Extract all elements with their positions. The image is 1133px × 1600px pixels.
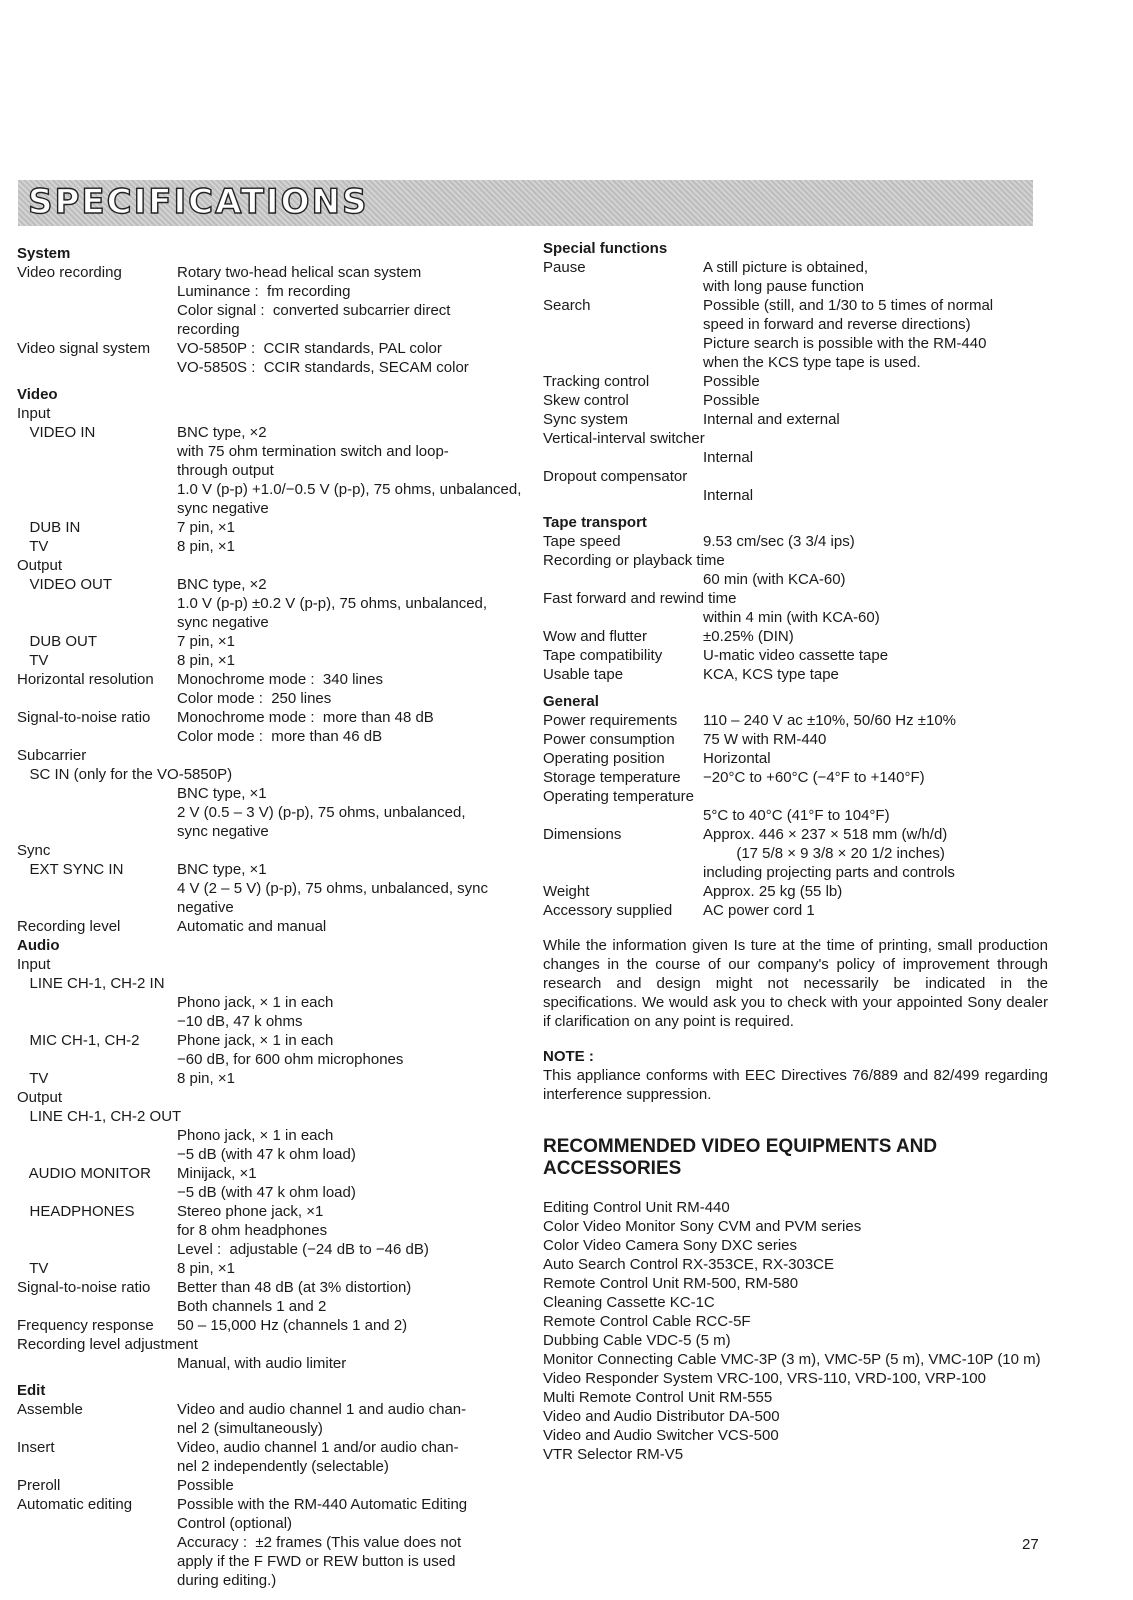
spec-label: Accessory supplied — [543, 902, 673, 919]
spec-value: Horizontal — [703, 750, 771, 767]
spec-label: VIDEO OUT — [17, 576, 113, 593]
spec-value: 75 W with RM-440 — [703, 731, 827, 748]
spec-label: Skew control — [543, 392, 629, 409]
spec-value: Internal — [703, 487, 754, 504]
spec-row — [17, 1354, 517, 1373]
spec-row — [543, 372, 1048, 391]
spec-label: Assemble — [17, 1401, 83, 1418]
spec-value: BNC type, ×1 — [177, 785, 267, 802]
spec-label: Video recording — [17, 264, 122, 281]
spec-value: Possible with the RM-440 Automatic Editing — [177, 1496, 468, 1513]
spec-value: 7 pin, ×1 — [177, 519, 235, 536]
spec-value: sync negative — [177, 500, 269, 517]
recommended-item: Color Video Monitor Sony CVM and PVM series — [543, 1218, 862, 1235]
spec-label: EXT SYNC IN — [17, 861, 124, 878]
right-spec-list — [543, 239, 1048, 920]
spec-row — [17, 632, 517, 651]
spec-row — [543, 532, 1048, 551]
left-spec-column — [17, 244, 522, 1590]
spec-row — [17, 1183, 517, 1202]
spec-value: Possible (still, and 1/30 to 5 times of normal — [703, 297, 994, 314]
spec-value: Possible — [177, 1477, 234, 1494]
recommended-item: Video and Audio Distributor DA-500 — [543, 1408, 780, 1425]
disclaimer-text: While the information given Is ture at the time of printing, small production changes in the course of our company's policy of improvement through research and design might not necessarily be indicated in the specifications. We would ask you to check with your appointed Sony dealer if clarification on any point is required. — [543, 937, 1048, 1030]
spec-row — [543, 825, 1048, 844]
spec-value: negative — [177, 899, 234, 916]
spec-value: 1.0 V (p-p) ±0.2 V (p-p), 75 ohms, unbalanced, — [177, 595, 488, 612]
spec-row — [17, 917, 517, 936]
spec-row — [17, 1050, 517, 1069]
spec-row — [17, 993, 517, 1012]
spec-row — [543, 901, 1048, 920]
spec-value: Video and audio channel 1 and audio chan- — [177, 1401, 467, 1418]
spec-label: MIC CH-1, CH-2 — [17, 1032, 140, 1049]
spec-row — [17, 358, 517, 377]
spec-row — [17, 537, 517, 556]
spec-row — [17, 765, 517, 784]
spec-label: Horizontal resolution — [17, 671, 154, 688]
recommended-item: Auto Search Control RX-353CE, RX-303CE — [543, 1256, 834, 1273]
recommended-item: Editing Control Unit RM-440 — [543, 1199, 730, 1216]
spec-label: HEADPHONES — [17, 1203, 135, 1220]
spec-row — [17, 594, 517, 613]
spec-value: Both channels 1 and 2 — [177, 1298, 327, 1315]
spec-row — [17, 1476, 517, 1495]
spec-row — [543, 589, 1048, 608]
spec-label: LINE CH-1, CH-2 OUT — [17, 1108, 182, 1125]
section-heading: Edit — [17, 1382, 46, 1399]
spec-label: TV — [17, 538, 49, 555]
spec-label: Operating position — [543, 750, 665, 767]
spec-row — [543, 665, 1048, 684]
spec-row — [17, 974, 517, 993]
spec-label: Power requirements — [543, 712, 678, 729]
spec-value: −20°C to +60°C (−4°F to +140°F) — [703, 769, 925, 786]
spec-row — [17, 651, 517, 670]
recommended-list — [543, 1198, 1048, 1464]
spec-value: Better than 48 dB (at 3% distortion) — [177, 1279, 412, 1296]
spec-value: with 75 ohm termination switch and loop- — [177, 443, 449, 460]
spec-label: Sync system — [543, 411, 629, 428]
spec-label: Recording level adjustment — [17, 1336, 198, 1353]
recommended-item: Video and Audio Switcher VCS-500 — [543, 1427, 779, 1444]
spec-row — [17, 339, 517, 358]
spec-label: Video signal system — [17, 340, 151, 357]
spec-row — [543, 258, 1048, 277]
spec-label: TV — [17, 1070, 49, 1087]
spec-row — [17, 1278, 517, 1297]
spec-row — [543, 410, 1048, 429]
spec-row — [17, 1552, 517, 1571]
spec-row — [543, 551, 1048, 570]
spec-row — [17, 480, 522, 499]
spec-label: Input — [17, 956, 51, 973]
page-title: SPECIFICATIONS — [28, 182, 369, 222]
spec-value: U-matic video cassette tape — [703, 647, 889, 664]
spec-row — [17, 670, 517, 689]
spec-label: Insert — [17, 1439, 55, 1456]
spec-value: VO-5850P : CCIR standards, PAL color — [177, 340, 442, 357]
spec-value: 5°C to 40°C (41°F to 104°F) — [703, 807, 890, 824]
spec-label: Dropout compensator — [543, 468, 688, 485]
spec-label: Automatic editing — [17, 1496, 133, 1513]
spec-value: −5 dB (with 47 k ohm load) — [177, 1184, 356, 1201]
spec-row — [543, 627, 1048, 646]
spec-row — [543, 730, 1048, 749]
recommended-item: Monitor Connecting Cable VMC-3P (3 m), VMC-5P (5 m), VMC-10P (10 m) — [543, 1351, 1041, 1368]
note-text: This appliance conforms with EEC Directives 76/889 and 82/499 regarding interference suppression. — [543, 1067, 1048, 1103]
spec-row — [17, 499, 517, 518]
recommended-item: Cleaning Cassette KC-1C — [543, 1294, 715, 1311]
spec-label: Preroll — [17, 1477, 61, 1494]
page-number: 27 — [1022, 1536, 1039, 1553]
spec-value: Picture search is possible with the RM-440 — [703, 335, 987, 352]
spec-value: 4 V (2 – 5 V) (p-p), 75 ohms, unbalanced, sync — [177, 880, 488, 897]
spec-row — [543, 486, 1048, 505]
section-heading: Special functions — [543, 240, 668, 257]
spec-row — [17, 301, 517, 320]
recommended-item: Color Video Camera Sony DXC series — [543, 1237, 797, 1254]
recommended-title: RECOMMENDED VIDEO EQUIPMENTS AND ACCESSORIES — [543, 1136, 938, 1179]
spec-row — [543, 844, 1048, 863]
spec-value: Phone jack, × 1 in each — [177, 1032, 334, 1049]
spec-row — [17, 1419, 517, 1438]
spec-row — [17, 1240, 517, 1259]
recommended-item: Video Responder System VRC-100, VRS-110, VRD-100, VRP-100 — [543, 1370, 986, 1387]
spec-value: nel 2 (simultaneously) — [177, 1420, 323, 1437]
spec-value: Stereo phone jack, ×1 — [177, 1203, 324, 1220]
spec-value: Approx. 446 × 237 × 518 mm (w/h/d) — [703, 826, 948, 843]
spec-row — [543, 429, 1048, 448]
spec-label: DUB IN — [17, 519, 81, 536]
spec-row — [543, 863, 1048, 882]
spec-row — [17, 404, 517, 423]
spec-value: −10 dB, 47 k ohms — [177, 1013, 303, 1030]
spec-label: TV — [17, 652, 49, 669]
spec-row — [17, 1571, 517, 1590]
spec-row — [17, 1164, 517, 1183]
spec-value: BNC type, ×1 — [177, 861, 267, 878]
spec-value: −60 dB, for 600 ohm microphones — [177, 1051, 404, 1068]
spec-row — [543, 448, 1048, 467]
spec-row — [17, 841, 517, 860]
recommended-item: Dubbing Cable VDC-5 (5 m) — [543, 1332, 731, 1349]
spec-row — [17, 442, 517, 461]
spec-value: including projecting parts and controls — [703, 864, 955, 881]
spec-value: Phono jack, × 1 in each — [177, 1127, 334, 1144]
spec-value: Internal and external — [703, 411, 840, 428]
spec-row — [17, 1145, 517, 1164]
spec-value: recording — [177, 321, 240, 338]
spec-row — [17, 1316, 517, 1335]
spec-label: Signal-to-noise ratio — [17, 709, 151, 726]
spec-row — [17, 1438, 517, 1457]
spec-value: 9.53 cm/sec (3 3/4 ips) — [703, 533, 855, 550]
spec-value: Luminance : fm recording — [177, 283, 351, 300]
section-heading: Audio — [17, 937, 60, 954]
spec-row — [17, 1457, 517, 1476]
spec-row — [17, 518, 517, 537]
spec-row — [543, 646, 1048, 665]
spec-value: sync negative — [177, 823, 269, 840]
spec-row — [17, 1126, 517, 1145]
spec-value: BNC type, ×2 — [177, 576, 267, 593]
spec-value: 8 pin, ×1 — [177, 652, 235, 669]
spec-row — [17, 263, 517, 282]
spec-label: Dimensions — [543, 826, 622, 843]
spec-row — [543, 711, 1048, 730]
spec-value: apply if the F FWD or REW button is used — [177, 1553, 456, 1570]
spec-value: ±0.25% (DIN) — [703, 628, 794, 645]
recommended-item: Remote Control Cable RCC-5F — [543, 1313, 751, 1330]
spec-row — [17, 556, 517, 575]
spec-row — [543, 353, 1048, 372]
spec-label: Tracking control — [543, 373, 650, 390]
spec-row — [543, 749, 1048, 768]
spec-row — [17, 1202, 517, 1221]
spec-value: AC power cord 1 — [703, 902, 815, 919]
spec-value: Rotary two-head helical scan system — [177, 264, 422, 281]
spec-row — [17, 613, 517, 632]
spec-label: Storage temperature — [543, 769, 681, 786]
spec-value: when the KCS type tape is used. — [703, 354, 921, 371]
spec-row — [543, 882, 1048, 901]
spec-value: Approx. 25 kg (55 lb) — [703, 883, 843, 900]
spec-value: Phono jack, × 1 in each — [177, 994, 334, 1011]
spec-row — [543, 787, 1048, 806]
spec-row — [17, 689, 517, 708]
spec-value: during editing.) — [177, 1572, 277, 1589]
recommended-item: Multi Remote Control Unit RM-555 — [543, 1389, 773, 1406]
spec-value: A still picture is obtained, — [703, 259, 869, 276]
spec-row — [17, 1259, 517, 1278]
spec-value: Color signal : converted subcarrier direct — [177, 302, 451, 319]
spec-value: 7 pin, ×1 — [177, 633, 235, 650]
spec-row — [17, 955, 517, 974]
spec-value: 110 – 240 V ac ±10%, 50/60 Hz ±10% — [703, 712, 957, 729]
spec-label: DUB OUT — [17, 633, 98, 650]
spec-value: within 4 min (with KCA-60) — [703, 609, 880, 626]
spec-label: Vertical-interval switcher — [543, 430, 705, 447]
spec-value: for 8 ohm headphones — [177, 1222, 328, 1239]
spec-label: LINE CH-1, CH-2 IN — [17, 975, 165, 992]
spec-row — [17, 784, 517, 803]
spec-row — [543, 315, 1048, 334]
recommended-item: VTR Selector RM-V5 — [543, 1446, 684, 1463]
spec-label: Output — [17, 557, 63, 574]
spec-value: (17 5/8 × 9 3/8 × 20 1/2 inches) — [703, 845, 945, 862]
spec-row — [17, 727, 517, 746]
spec-row — [17, 1514, 517, 1533]
spec-value: Monochrome mode : 340 lines — [177, 671, 383, 688]
spec-label: Weight — [543, 883, 590, 900]
spec-row — [17, 746, 517, 765]
spec-row — [17, 1533, 517, 1552]
spec-value: Color mode : more than 46 dB — [177, 728, 383, 745]
section-heading: Video — [17, 386, 58, 403]
spec-row — [17, 282, 517, 301]
spec-value: 8 pin, ×1 — [177, 1070, 235, 1087]
spec-value: Monochrome mode : more than 48 dB — [177, 709, 434, 726]
spec-label: Input — [17, 405, 51, 422]
spec-value: Possible — [703, 392, 760, 409]
spec-value: Color mode : 250 lines — [177, 690, 332, 707]
section-heading: General — [543, 693, 599, 710]
spec-row — [17, 822, 517, 841]
spec-value: speed in forward and reverse directions) — [703, 316, 971, 333]
spec-label: Subcarrier — [17, 747, 87, 764]
spec-label: VIDEO IN — [17, 424, 96, 441]
spec-row — [17, 1400, 517, 1419]
spec-row — [17, 320, 517, 339]
spec-row — [17, 1335, 517, 1354]
spec-value: Manual, with audio limiter — [177, 1355, 347, 1372]
spec-value: Automatic and manual — [177, 918, 327, 935]
spec-label: Wow and flutter — [543, 628, 647, 645]
spec-label: Sync — [17, 842, 51, 859]
spec-row — [543, 334, 1048, 353]
spec-label: Power consumption — [543, 731, 675, 748]
spec-label: Recording level — [17, 918, 121, 935]
spec-row — [17, 860, 517, 879]
spec-label: SC IN (only for the VO-5850P) — [17, 766, 233, 783]
spec-row — [17, 1031, 517, 1050]
spec-label: Signal-to-noise ratio — [17, 1279, 151, 1296]
spec-row — [17, 803, 517, 822]
note-heading: NOTE : — [543, 1048, 594, 1065]
spec-value: 2 V (0.5 – 3 V) (p-p), 75 ohms, unbalanced, — [177, 804, 466, 821]
spec-row — [17, 461, 517, 480]
spec-row — [17, 1012, 517, 1031]
spec-value: 50 – 15,000 Hz (channels 1 and 2) — [177, 1317, 408, 1334]
spec-row — [17, 1495, 517, 1514]
spec-label: Fast forward and rewind time — [543, 590, 737, 607]
spec-row — [17, 423, 517, 442]
spec-value: through output — [177, 462, 274, 479]
spec-row — [17, 1107, 517, 1126]
spec-row — [17, 1069, 517, 1088]
spec-row — [17, 879, 517, 898]
spec-value: BNC type, ×2 — [177, 424, 267, 441]
spec-value: Minijack, ×1 — [177, 1165, 257, 1182]
spec-row — [17, 1088, 517, 1107]
spec-row — [543, 277, 1048, 296]
spec-row — [543, 608, 1048, 627]
spec-value: 60 min (with KCA-60) — [703, 571, 846, 588]
spec-row — [17, 898, 517, 917]
spec-row — [543, 296, 1048, 315]
spec-label: Output — [17, 1089, 63, 1106]
section-heading: Tape transport — [543, 514, 647, 531]
spec-label: Search — [543, 297, 591, 314]
specifications-banner — [18, 180, 1033, 226]
spec-label: Frequency response — [17, 1317, 154, 1334]
spec-label: Tape compatibility — [543, 647, 663, 664]
spec-value: VO-5850S : CCIR standards, SECAM color — [177, 359, 469, 376]
section-heading: System — [17, 245, 71, 262]
spec-value: Control (optional) — [177, 1515, 293, 1532]
spec-value: Possible — [703, 373, 760, 390]
spec-row — [543, 467, 1048, 486]
spec-row — [543, 768, 1048, 787]
spec-value: sync negative — [177, 614, 269, 631]
spec-row — [543, 806, 1048, 825]
recommended-item: Remote Control Unit RM-500, RM-580 — [543, 1275, 799, 1292]
spec-value: 8 pin, ×1 — [177, 1260, 235, 1277]
spec-value: Internal — [703, 449, 754, 466]
spec-row — [17, 575, 517, 594]
spec-value: Level : adjustable (−24 dB to −46 dB) — [177, 1241, 429, 1258]
spec-value: Video, audio channel 1 and/or audio chan- — [177, 1439, 459, 1456]
spec-value: 1.0 V (p-p) +1.0/−0.5 V (p-p), 75 ohms, unbalanced, — [177, 481, 522, 498]
spec-value: Accuracy : ±2 frames (This value does not — [177, 1534, 462, 1551]
spec-row — [543, 391, 1048, 410]
right-spec-column — [543, 239, 1048, 1464]
spec-label: TV — [17, 1260, 49, 1277]
spec-label: Usable tape — [543, 666, 624, 683]
spec-value: 8 pin, ×1 — [177, 538, 235, 555]
spec-value: with long pause function — [703, 278, 864, 295]
spec-value: KCA, KCS type tape — [703, 666, 839, 683]
spec-label: Tape speed — [543, 533, 621, 550]
spec-row — [17, 1297, 517, 1316]
spec-label: Pause — [543, 259, 586, 276]
spec-label: Operating temperature — [543, 788, 694, 805]
spec-row — [543, 570, 1048, 589]
spec-row — [17, 708, 517, 727]
spec-value: nel 2 independently (selectable) — [177, 1458, 389, 1475]
spec-row — [17, 1221, 517, 1240]
spec-label: AUDIO MONITOR — [17, 1165, 151, 1182]
spec-value: −5 dB (with 47 k ohm load) — [177, 1146, 356, 1163]
spec-label: Recording or playback time — [543, 552, 725, 569]
